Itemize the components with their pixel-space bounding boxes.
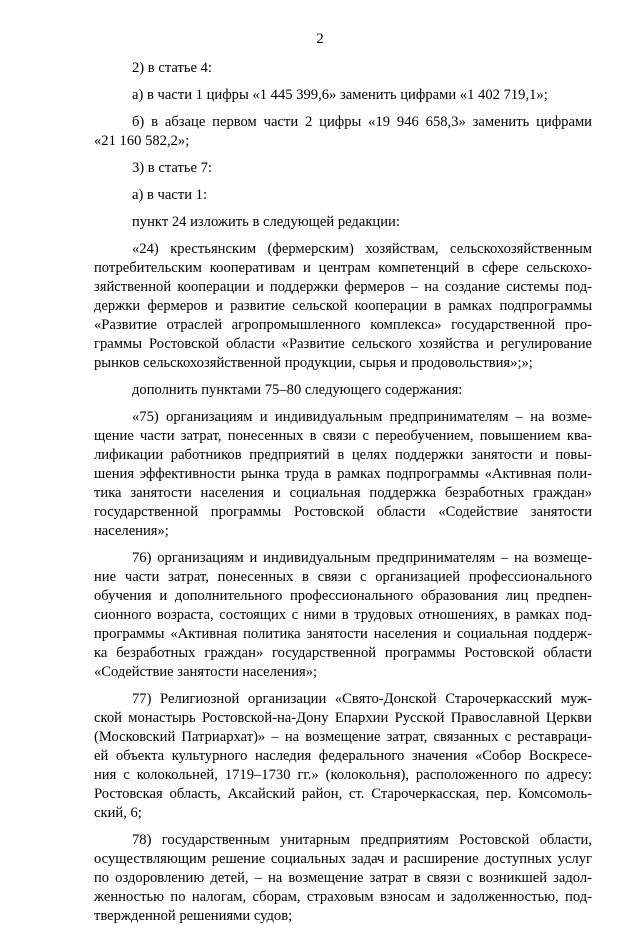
text-line: «Развитие отраслей агропромышленного комплекса» государственной про- [94, 317, 592, 333]
page-number: 2 [316, 31, 324, 47]
paragraph-item-76 [94, 549, 592, 682]
document-body [94, 59, 592, 934]
text-line: осуществляющим решение социальных задач и расширение доступных услуг [94, 851, 592, 867]
text-line: лификации работников предприятий в целях поддержки занятости и повы- [94, 447, 592, 463]
paragraph-item-75 [94, 408, 592, 541]
paragraph-items-75-80-intro: дополнить пунктами 75–80 следующего содержания: [132, 382, 463, 398]
text-line: «75) организациям и индивидуальным предпринимателям – на возме- [132, 409, 592, 425]
text-line: ния с колокольней, 1719–1730 гг.» (колокольня), расположенного по адресу: [94, 767, 592, 783]
text-line: шения эффективности рынка труда в рамках подпрограммы «Активная поли- [94, 466, 592, 482]
text-line: ской монастырь Ростовской-на-Дону Епархии Русской Православной Церкви [94, 710, 592, 726]
paragraph-item-78 [94, 831, 592, 926]
text-line: обучения и дополнительного профессионального образования лиц предпен- [94, 588, 592, 604]
paragraph-article-4-part-1: а) в части 1 цифры «1 445 399,6» заменить цифрами «1 402 719,1»; [132, 87, 548, 103]
text-line: населения»; [94, 523, 169, 539]
text-line: потребительским кооперативам и центрам компетенций в сфере сельскохо- [94, 260, 592, 276]
text-line: 77) Религиозной организации «Свято-Донской Старочеркасский муж- [132, 691, 592, 707]
paragraph-article-7-heading: 3) в статье 7: [132, 160, 212, 176]
text-line: тика занятости населения и социальная поддержка безработных граждан» [94, 485, 592, 501]
text-line: твержденной решениями судов; [94, 908, 293, 924]
text-line: ский, 6; [94, 805, 142, 821]
text-line: держки фермеров и развитие сельской кооперации в рамках подпрограммы [94, 298, 592, 314]
text-line: щение части затрат, понесенных в связи с переобучением, повышением ква- [94, 428, 592, 444]
text-line: 78) государственным унитарным предприятиям Ростовской области, [132, 832, 592, 848]
paragraph-article-4-heading: 2) в статье 4: [132, 60, 212, 76]
text-line: «21 160 582,2»; [94, 133, 190, 149]
text-line: граммы Ростовской области «Развитие сельского хозяйства и регулирование [94, 336, 592, 352]
text-line: ние части затрат, понесенных в связи с организацией профессионального [94, 569, 592, 585]
text-line: по оздоровлению детей, – на возмещение затрат в связи с возникшей задол- [94, 870, 592, 886]
text-line: «24) крестьянским (фермерским) хозяйствам, сельскохозяйственным [132, 241, 592, 257]
text-line: ей объекта культурного наследия федерального значения «Собор Воскресе- [94, 748, 592, 764]
text-line: государственной программы Ростовской области «Содействие занятости [94, 504, 592, 520]
text-line: рынков сельскохозяйственной продукции, сырья и продовольствия»;»; [94, 355, 533, 371]
text-line: (Московский Патриархат)» – на возмещение затрат, связанных с реставраци- [94, 729, 592, 745]
paragraph-item-24 [94, 240, 592, 373]
text-line: зяйственной кооперации и поддержки фермеров – на создание системы под- [94, 279, 592, 295]
paragraph-article-4-part-2 [94, 113, 592, 151]
text-line: программы «Активная политика занятости населения и социальная поддерж- [94, 626, 592, 642]
text-line: Ростовская область, Аксайский район, ст. Старочеркасская, пер. Комсомоль- [94, 786, 592, 802]
paragraph-item-77 [94, 690, 592, 823]
paragraph-item-24-intro: пункт 24 изложить в следующей редакции: [132, 214, 400, 230]
text-line: 76) организациям и индивидуальным предпринимателям – на возмеще- [132, 550, 592, 566]
paragraph-article-7-part-1: а) в части 1: [132, 187, 208, 203]
text-line: сионного возраста, состоящих с ними в трудовых отношениях, в рамках под- [94, 607, 592, 623]
text-line: б) в абзаце первом части 2 цифры «19 946 658,3» заменить цифрами [132, 114, 592, 130]
text-line: женностью по налогам, сборам, страховым взносам и задолженностью, под- [94, 889, 592, 905]
text-line: ка безработных граждан» государственной программы Ростовской области [94, 645, 592, 661]
text-line: «Содействие занятости населения»; [94, 664, 318, 680]
